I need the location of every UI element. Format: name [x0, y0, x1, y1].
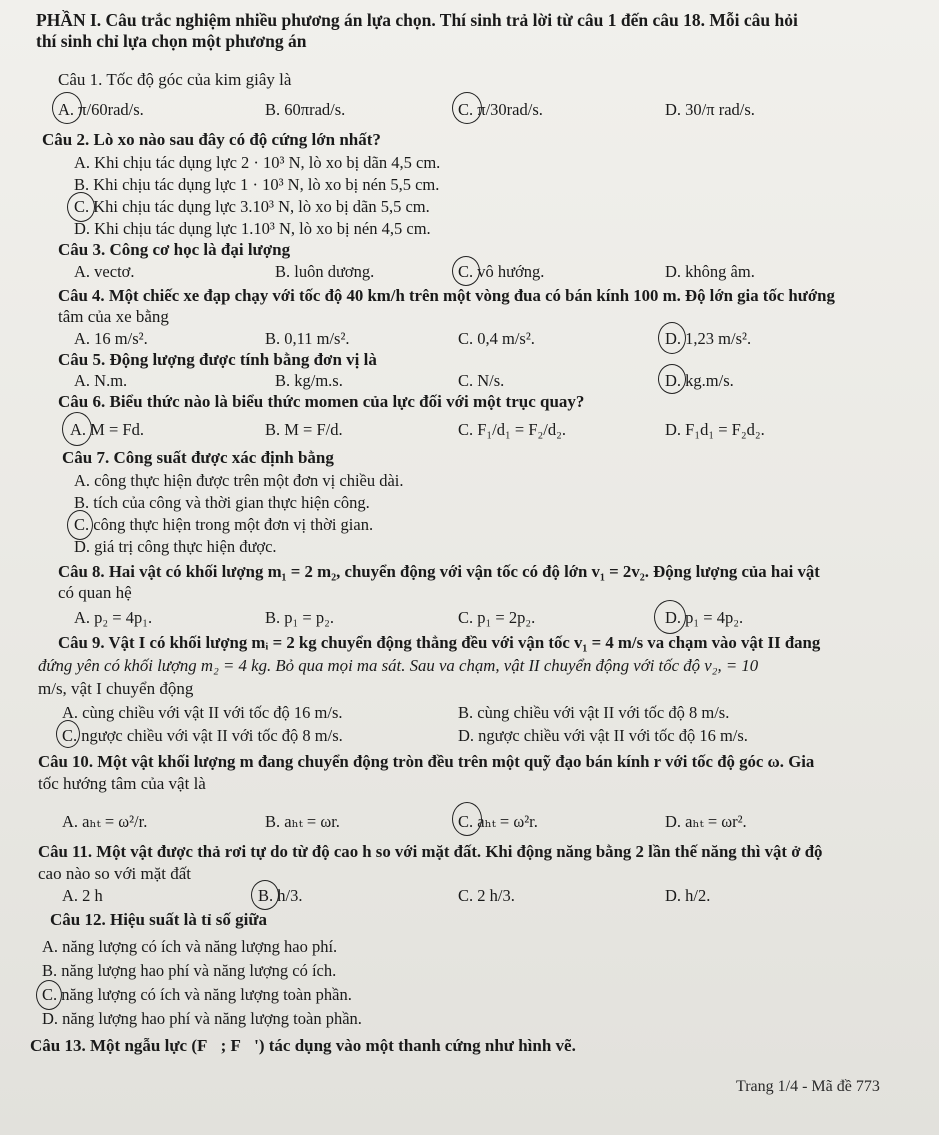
q11-option-c[interactable]: C. 2 h/3. — [458, 886, 515, 905]
section-heading: PHẦN I. Câu trắc nghiệm nhiều phương án lựa chọn. Thí sinh trả lời từ câu 1 đến câu 18. Mỗi câu hỏi — [36, 10, 798, 30]
q1-option-a[interactable]: A. π/60rad/s. — [58, 100, 144, 119]
q4-option-d[interactable]: D. 1,23 m/s². — [665, 329, 752, 348]
q1-option-c[interactable]: C. π/30rad/s. — [458, 100, 543, 119]
q9-option-c[interactable]: C. ngược chiều với vật II với tốc độ 8 m/s. — [62, 726, 343, 745]
q2-option-d[interactable]: D. Khi chịu tác dụng lực 1.10³ N, lò xo bị nén 4,5 cm. — [74, 219, 431, 238]
q2-option-b[interactable]: B. Khi chịu tác dụng lực 1 · 10³ N, lò xo bị nén 5,5 cm. — [74, 175, 440, 194]
q9-option-b[interactable]: B. cùng chiều với vật II với tốc độ 8 m/s. — [458, 703, 730, 722]
q6-option-b[interactable]: B. M = F/d. — [265, 420, 343, 439]
q4-option-c[interactable]: C. 0,4 m/s². — [458, 329, 535, 348]
question-9: Câu 9. Vật I có khối lượng mᵢ = 2 kg chuyển động thẳng đều với vận tốc v₁ = 4 m/s va chạm vào vật II đang — [58, 633, 821, 652]
q11-option-a[interactable]: A. 2 h — [62, 886, 103, 905]
q11-option-d[interactable]: D. h/2. — [665, 886, 711, 905]
question-5: Câu 5. Động lượng được tính bằng đơn vị là — [58, 350, 377, 369]
question-11: Câu 11. Một vật được thả rơi tự do từ độ cao h so với mặt đất. Khi động năng bằng 2 lần thế năng thì vật ở độ — [38, 842, 823, 861]
question-2: Câu 2. Lò xo nào sau đây có độ cứng lớn nhất? — [42, 130, 381, 149]
q10-option-b[interactable]: B. aₕₜ = ωr. — [265, 812, 340, 831]
q6-option-d[interactable]: D. F₁d₁ = F₂d₂. — [665, 420, 765, 439]
q1-option-d[interactable]: D. 30/π rad/s. — [665, 100, 755, 119]
question-12: Câu 12. Hiệu suất là tỉ số giữa — [50, 910, 268, 929]
q5-option-b[interactable]: B. kg/m.s. — [275, 371, 343, 390]
question-6: Câu 6. Biểu thức nào là biểu thức momen của lực đối với một trục quay? — [58, 392, 585, 411]
q9-option-a[interactable]: A. cùng chiều với vật II với tốc độ 16 m/s. — [62, 703, 343, 722]
q10-option-a[interactable]: A. aₕₜ = ω²/r. — [62, 812, 148, 831]
question-1: Câu 1. Tốc độ góc của kim giây là — [58, 70, 292, 89]
question-9-cont2: m/s, vật I chuyển động — [38, 679, 194, 698]
q4-option-a[interactable]: A. 16 m/s². — [74, 329, 148, 348]
question-4: Câu 4. Một chiếc xe đạp chạy với tốc độ 40 km/h trên một vòng đua có bán kính 100 m. Độ lớn gia tốc hướng — [58, 286, 835, 305]
q7-option-a[interactable]: A. công thực hiện được trên một đơn vị chiều dài. — [74, 471, 404, 490]
q8-option-b[interactable]: B. p₁ = p₂. — [265, 608, 334, 627]
q7-option-b[interactable]: B. tích của công và thời gian thực hiện công. — [74, 493, 370, 512]
q6-option-c[interactable]: C. F₁/d₁ = F₂/d₂. — [458, 420, 566, 439]
section-heading-cont: thí sinh chỉ lựa chọn một phương án — [36, 31, 307, 51]
q5-option-a[interactable]: A. N.m. — [74, 371, 128, 390]
q12-option-c[interactable]: C. năng lượng có ích và năng lượng toàn phần. — [42, 985, 352, 1004]
q9-option-d[interactable]: D. ngược chiều với vật II với tốc độ 16 m/s. — [458, 726, 748, 745]
q8-option-c[interactable]: C. p₁ = 2p₂. — [458, 608, 536, 627]
q1-option-b[interactable]: B. 60πrad/s. — [265, 100, 346, 119]
q5-option-d[interactable]: D. kg.m/s. — [665, 371, 734, 390]
page-footer: Trang 1/4 - Mã đề 773 — [736, 1078, 880, 1095]
q7-option-d[interactable]: D. giá trị công thực hiện được. — [74, 537, 277, 556]
q12-option-b[interactable]: B. năng lượng hao phí và năng lượng có ích. — [42, 961, 337, 980]
question-10-cont: tốc hướng tâm của vật là — [38, 774, 206, 793]
q10-option-c[interactable]: C. aₕₜ = ω²r. — [458, 812, 538, 831]
q6-option-a[interactable]: A. M = Fd. — [70, 420, 144, 439]
q8-option-d[interactable]: D. p₁ = 4p₂. — [665, 608, 744, 627]
q4-option-b[interactable]: B. 0,11 m/s². — [265, 329, 350, 348]
question-8: Câu 8. Hai vật có khối lượng m₁ = 2 m₂, chuyển động với vận tốc có độ lớn v₁ = 2v₂. Động lượng của hai vật — [58, 562, 820, 581]
question-4-cont: tâm của xe bằng — [58, 307, 169, 326]
q8-option-a[interactable]: A. p₂ = 4p₁. — [74, 608, 153, 627]
question-8-cont: có quan hệ — [58, 583, 132, 602]
q3-option-c[interactable]: C. vô hướng. — [458, 262, 545, 281]
q10-option-d[interactable]: D. aₕₜ = ωr². — [665, 812, 747, 831]
q3-option-b[interactable]: B. luôn dương. — [275, 262, 375, 281]
q2-option-c[interactable]: C. Khi chịu tác dụng lực 3.10³ N, lò xo bị dãn 5,5 cm. — [74, 197, 430, 216]
q7-option-c[interactable]: C. công thực hiện trong một đơn vị thời gian. — [74, 515, 374, 534]
question-3: Câu 3. Công cơ học là đại lượng — [58, 240, 291, 259]
question-11-cont: cao nào so với mặt đất — [38, 864, 191, 883]
question-10: Câu 10. Một vật khối lượng m đang chuyển động tròn đều trên một quỹ đạo bán kính r với tốc độ góc ω. Gia — [38, 752, 815, 771]
q11-option-b[interactable]: B. h/3. — [258, 886, 303, 905]
q12-option-d[interactable]: D. năng lượng hao phí và năng lượng toàn phần. — [42, 1009, 362, 1028]
question-9-cont: đứng yên có khối lượng m₂ = 4 kg. Bỏ qua mọi ma sát. Sau va chạm, vật II chuyển động với tốc độ v₂, = 10 — [38, 656, 759, 675]
q12-option-a[interactable]: A. năng lượng có ích và năng lượng hao phí. — [42, 937, 338, 956]
q2-option-a[interactable]: A. Khi chịu tác dụng lực 2 · 10³ N, lò xo bị dãn 4,5 cm. — [74, 153, 441, 172]
q3-option-d[interactable]: D. không âm. — [665, 262, 755, 281]
q5-option-c[interactable]: C. N/s. — [458, 371, 505, 390]
question-7: Câu 7. Công suất được xác định bằng — [62, 448, 334, 467]
question-13: Câu 13. Một ngẫu lực (F⃗; F⃗') tác dụng vào một thanh cứng như hình vẽ. — [30, 1036, 576, 1055]
q3-option-a[interactable]: A. vectơ. — [74, 262, 135, 281]
